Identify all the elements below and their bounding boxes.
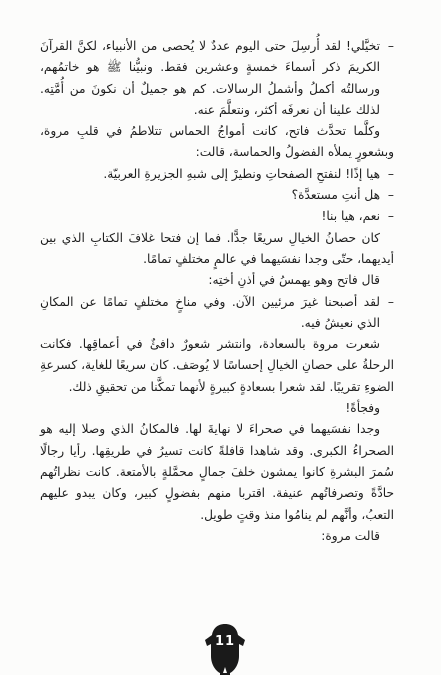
narrative-paragraph: وفجأةً!	[345, 401, 380, 416]
paragraph-text: تخيَّلي! لقد أُرسِلَ حتى اليوم عددٌ لا يُحصى من الأنبياء، لكنَّ القرآنَ الكريمَ ذكر أسماءَ خمسةٍ وعشرين فقط. ونبيُّنا ﷺ هو خاتمُهم، ورسالتُه أكملُ وأشملُ الرسالات. كم هو جميلٌ أن نكونَ من أُمَّتِه. لذلك علينا أن نعرفَه أكثر، ونتعلَّمَ عنه.	[40, 39, 380, 117]
narrative-paragraph: وجدا نفسَيهما في صحراءَ لا نهايةَ لها. فالمكانُ الذي وصلا إليه هو الصحراءُ الكبرى. وقد شاهدا قافلةً كانت تسيرُ في طريقِها. رأيا رجالًا سُمرَ البشرةِ كانوا يمشون خلفَ جمالٍ محمَّلةٍ بالأمتعة. كانت نظراتُهم حادَّةً وتصرفاتُهم عنيفة. اقتربا منهم بفضولٍ كبير، وكان يبدو عليهم التعبُ، وأنَّهم لم ينامُوا منذ وقتٍ طويل.	[40, 422, 394, 522]
page-number: 11	[214, 634, 236, 649]
paragraph-text: هل أنتِ مستعدَّة؟	[291, 188, 380, 203]
paragraph-text: نعم، هيا بنا!	[321, 209, 380, 224]
dialogue-line	[40, 185, 394, 206]
narrative-paragraph: كان حصانُ الخيالِ سريعًا جدًّا. فما إن فتحا غلافَ الكتابِ الذي بين أيديهما، حتّى وجدا نفسَيهما في عالمٍ مختلفٍ تمامًا.	[40, 230, 394, 266]
paragraph-text: هيا إذًا! لنفتحِ الصفحاتِ ونطيرْ إلى شبهِ الجزيرةِ العربيّة.	[103, 166, 380, 181]
paragraph-text: لقد أصبحنا غيرَ مرئيين الآن. وفي مناخٍ مختلفٍ تمامًا عن المكانِ الذي نعيشُ فيه.	[40, 294, 380, 330]
dialogue-dash: –	[387, 294, 394, 309]
narrative-paragraph: شعرت مروة بالسعادة، وانتشر شعورٌ دافئٌ في أعماقِها. فكانت الرحلةُ على حصانِ الخيالِ إحساسًا لا يُوصَف. كان سريعًا للغاية، كسرعةِ الضوءِ تقريبًا. لقد شعرا بسعادةٍ كبيرةٍ لأنهما تمكَّنا من تحقيقِ ذلك.	[40, 337, 394, 394]
dialogue-dash: –	[387, 188, 394, 203]
page-number-badge	[202, 622, 248, 675]
dialogue-line	[40, 36, 394, 121]
dialogue-dash: –	[387, 166, 394, 181]
narrative-paragraph: قالت مروة:	[321, 528, 380, 543]
narrative-paragraph: قال فاتح وهو يهمسُ في أذنِ أختِه:	[208, 273, 380, 288]
dialogue-dash: –	[387, 209, 394, 224]
dialogue-line	[40, 164, 394, 185]
page-body-text	[40, 36, 394, 547]
narrative-paragraph: وكلَّما تحدَّث فاتح، كانت أمواجُ الحماس تتلاطمُ في قلبِ مروة، وبشعورٍ يملأه الفضولُ والحماسة، قالت:	[40, 124, 394, 160]
dialogue-dash: –	[387, 39, 394, 53]
dialogue-line	[40, 206, 394, 227]
dialogue-line	[40, 292, 394, 335]
